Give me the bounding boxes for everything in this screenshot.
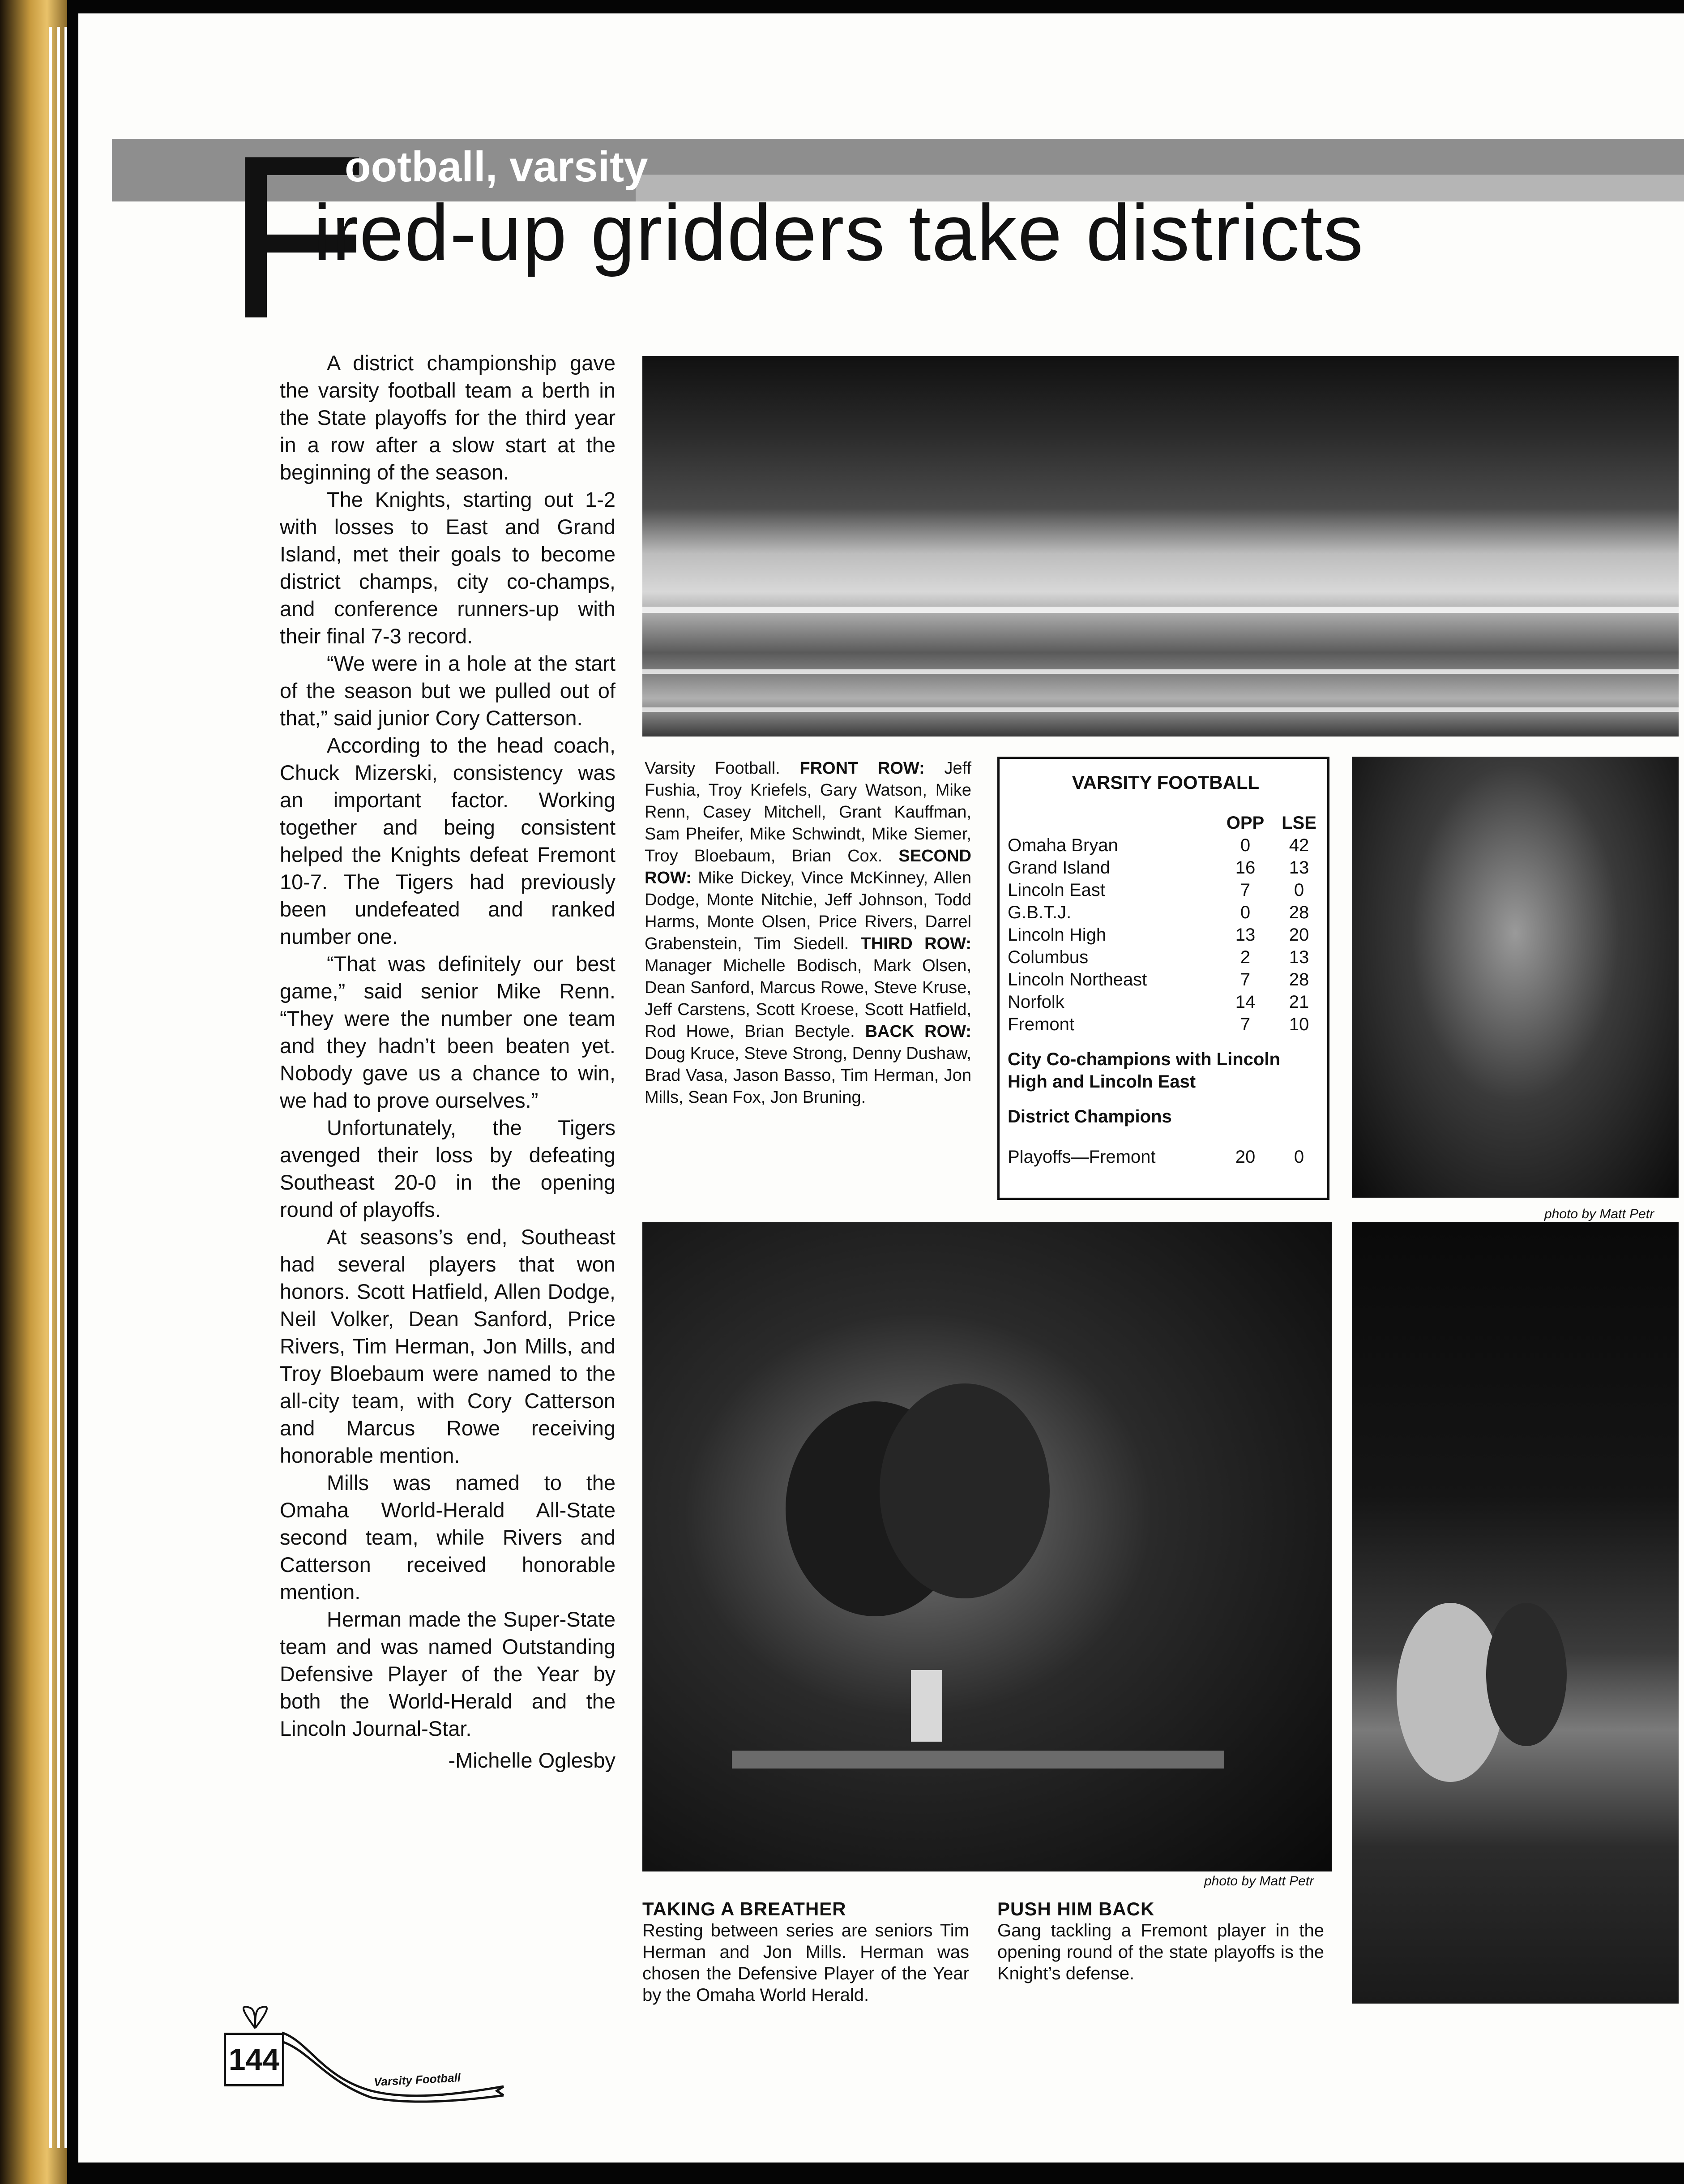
lse-score: 13 [1289, 947, 1309, 967]
team-photo [642, 356, 1679, 737]
lse-score: 13 [1289, 858, 1309, 878]
page-edge-line [49, 27, 52, 2148]
column-header-opp: OPP [1226, 813, 1265, 833]
roster-row-label: SECOND ROW: [645, 847, 971, 887]
score-row [1008, 946, 1324, 968]
roster-row-label: FRONT ROW: [799, 759, 925, 778]
lse-score: 28 [1289, 903, 1309, 922]
action-photo-block [1352, 1222, 1679, 2004]
article-paragraph: The Knights, starting out 1-2 with losses to East and Grand Island, met their goals to become district champs, city co-champs, and conference runners-up with their final 7-3 record. [280, 488, 615, 648]
roster-row-label: THIRD ROW: [860, 934, 971, 953]
score-row [1008, 901, 1324, 924]
caption-body: Resting between series are seniors Tim Herman and Jon Mills. Herman was chosen the Defensive Player of the Year by the Omaha World Herald. [642, 1921, 969, 2005]
book-spine-edge [0, 0, 67, 2184]
lse-score: 28 [1289, 970, 1309, 989]
opponent-name: Lincoln High [1008, 925, 1107, 945]
roster-intro: Varsity Football. [645, 759, 780, 778]
article-paragraph: Unfortunately, the Tigers avenged their loss by defeating Southeast 20-0 in the opening round of playoffs. [280, 1116, 615, 1221]
opponent-name: Lincoln Northeast [1008, 970, 1147, 989]
scoreboard-title: VARSITY FOOTBALL [1072, 772, 1260, 793]
action-photo-illustration [1352, 1222, 1679, 2004]
lse-score: 0 [1294, 880, 1304, 900]
opp-score: 2 [1240, 947, 1251, 967]
article-paragraph: Herman made the Super-State team and was named Outstanding Defensive Player of the Year by both the World-Herald and the Lincoln Journal-Star. [280, 1607, 615, 1740]
section-label: Varsity Football [373, 2070, 461, 2089]
gift-bow-icon [237, 2001, 273, 2033]
opp-score: 13 [1235, 925, 1256, 945]
article-body [280, 349, 615, 1774]
opponent-name: Omaha Bryan [1008, 835, 1118, 855]
article-byline: -Michelle Oglesby [448, 1748, 615, 1772]
roster-row-names: Doug Kruce, Steve Strong, Denny Dushaw, Brad Vasa, Jason Basso, Tim Herman, Jon Mills, Sean Fox, Jon Bruning. [645, 1044, 971, 1107]
caption-body: Gang tackling a Fremont player in the opening round of the state playoffs is the Knight’s defense. [997, 1921, 1324, 1983]
page-headline: ired-up gridders take districts [313, 188, 1364, 277]
lse-score: 10 [1289, 1015, 1309, 1034]
caption-title: TAKING A BREATHER [642, 1898, 846, 1919]
caption-push-him-back [997, 1898, 1324, 1984]
bench-photo [642, 1222, 1332, 1871]
roster-row-names: Manager Michelle Bodisch, Mark Olsen, Dean Sanford, Marcus Rowe, Steve Kruse, Jeff Carstens, Scott Kroese, Scott Hatfield, Rod Howe, Brian Bectyle. [645, 956, 971, 1041]
roster-row-label: BACK ROW: [865, 1022, 971, 1041]
photo-credit: photo by Matt Petr [1204, 1874, 1314, 1889]
score-row [1008, 856, 1324, 879]
score-row [1008, 968, 1324, 991]
opp-score: 7 [1240, 880, 1251, 900]
opponent-name: Columbus [1008, 947, 1089, 967]
article-paragraph: “We were in a hole at the start of the season but we pulled out of that,” said junior Cory Catterson. [280, 651, 615, 730]
photo-credit: photo by Matt Petr [1544, 1207, 1654, 1221]
score-row [1008, 834, 1324, 856]
opp-score: 14 [1235, 992, 1256, 1012]
team-photo-illustration [642, 356, 1679, 737]
caption-taking-a-breather [642, 1898, 969, 2006]
playoff-opponent: Playoffs—Fremont [1008, 1147, 1156, 1167]
lse-score: 21 [1289, 992, 1309, 1012]
playoff-opp-score: 20 [1235, 1147, 1256, 1167]
lse-score: 20 [1289, 925, 1309, 945]
lse-score: 42 [1289, 835, 1309, 855]
score-row [1008, 879, 1324, 901]
opp-score: 16 [1235, 858, 1256, 878]
score-row [1008, 1013, 1324, 1036]
page-edge-line [57, 27, 60, 2148]
article-paragraph: According to the head coach, Chuck Mizerski, consistency was an important factor. Working together and being consistent helped the Knights defeat Fremont 10-7. The Tigers had previously been undefeated and ranked number one. [280, 733, 615, 948]
column-header-lse: LSE [1282, 813, 1316, 833]
score-row [1008, 991, 1324, 1013]
scoreboard-header-row [1008, 812, 1324, 834]
article-paragraph: A district championship gave the varsity football team a berth in the State playoffs for the third year in a row after a slow start at the beginning of the season. [280, 351, 615, 484]
opponent-name: Grand Island [1008, 858, 1111, 878]
opponent-name: G.B.T.J. [1008, 903, 1072, 922]
opp-score: 7 [1240, 1015, 1251, 1034]
page-edge-line [64, 27, 67, 2148]
playoff-lse-score: 0 [1294, 1147, 1304, 1167]
team-roster-caption [645, 758, 971, 1109]
article-paragraph: Mills was named to the Omaha World-Herald All-State second team, while Rivers and Catterson received honorable mention. [280, 1471, 615, 1604]
opp-score: 0 [1240, 903, 1251, 922]
opp-score: 0 [1240, 835, 1251, 855]
article-paragraph: “That was definitely our best game,” said senior Mike Renn. “They were the number one team and they hadn’t been beaten yet. Nobody gave us a chance to win, we had to prove ourselves.” [280, 952, 615, 1112]
section-kicker: ootball, varsity [345, 143, 648, 191]
opp-score: 7 [1240, 970, 1251, 989]
roster-row-names: Jeff Fushia, Troy Kriefels, Gary Watson, Mike Renn, Casey Mitchell, Grant Kauffman, Sam Pheifer, Mike Schwindt, Mike Siemer, Troy Bloebaum, Brian Cox. [645, 759, 972, 865]
caption-title: PUSH HIM BACK [997, 1898, 1155, 1919]
opponent-name: Fremont [1008, 1015, 1074, 1034]
ribbon-icon [282, 2024, 506, 2104]
opponent-name: Norfolk [1008, 992, 1064, 1012]
article-paragraph: At seasons’s end, Southeast had several players that won honors. Scott Hatfield, Allen Dodge, Neil Volker, Dean Sanford, Price Rivers, Tim Herman, Jon Mills, and Troy Bloebaum were named to the all-city team, with Cory Catterson and Marcus Rowe receiving honorable mention. [280, 1225, 615, 1467]
roster-row-names: Mike Dickey, Vince McKinney, Allen Dodge, Monte Nitchie, Jeff Johnson, Todd Harms, Monte Olsen, Price Rivers, Darrel Grabenstein, Tim Siedell. [645, 869, 971, 953]
district-champions-note: District Champions [1008, 1107, 1172, 1126]
drop-initial: F [226, 107, 364, 367]
city-cochampions-note: City Co-champions with Lincoln High and Lincoln East [1008, 1049, 1280, 1092]
playoff-score-row [1008, 1146, 1324, 1168]
page-number: 144 [224, 2033, 284, 2086]
opponent-name: Lincoln East [1008, 880, 1105, 900]
score-row [1008, 924, 1324, 946]
scoreboard-box [997, 757, 1329, 1200]
action-photo-tackle [1352, 757, 1679, 1198]
bench-photo-illustration [642, 1222, 1332, 1871]
